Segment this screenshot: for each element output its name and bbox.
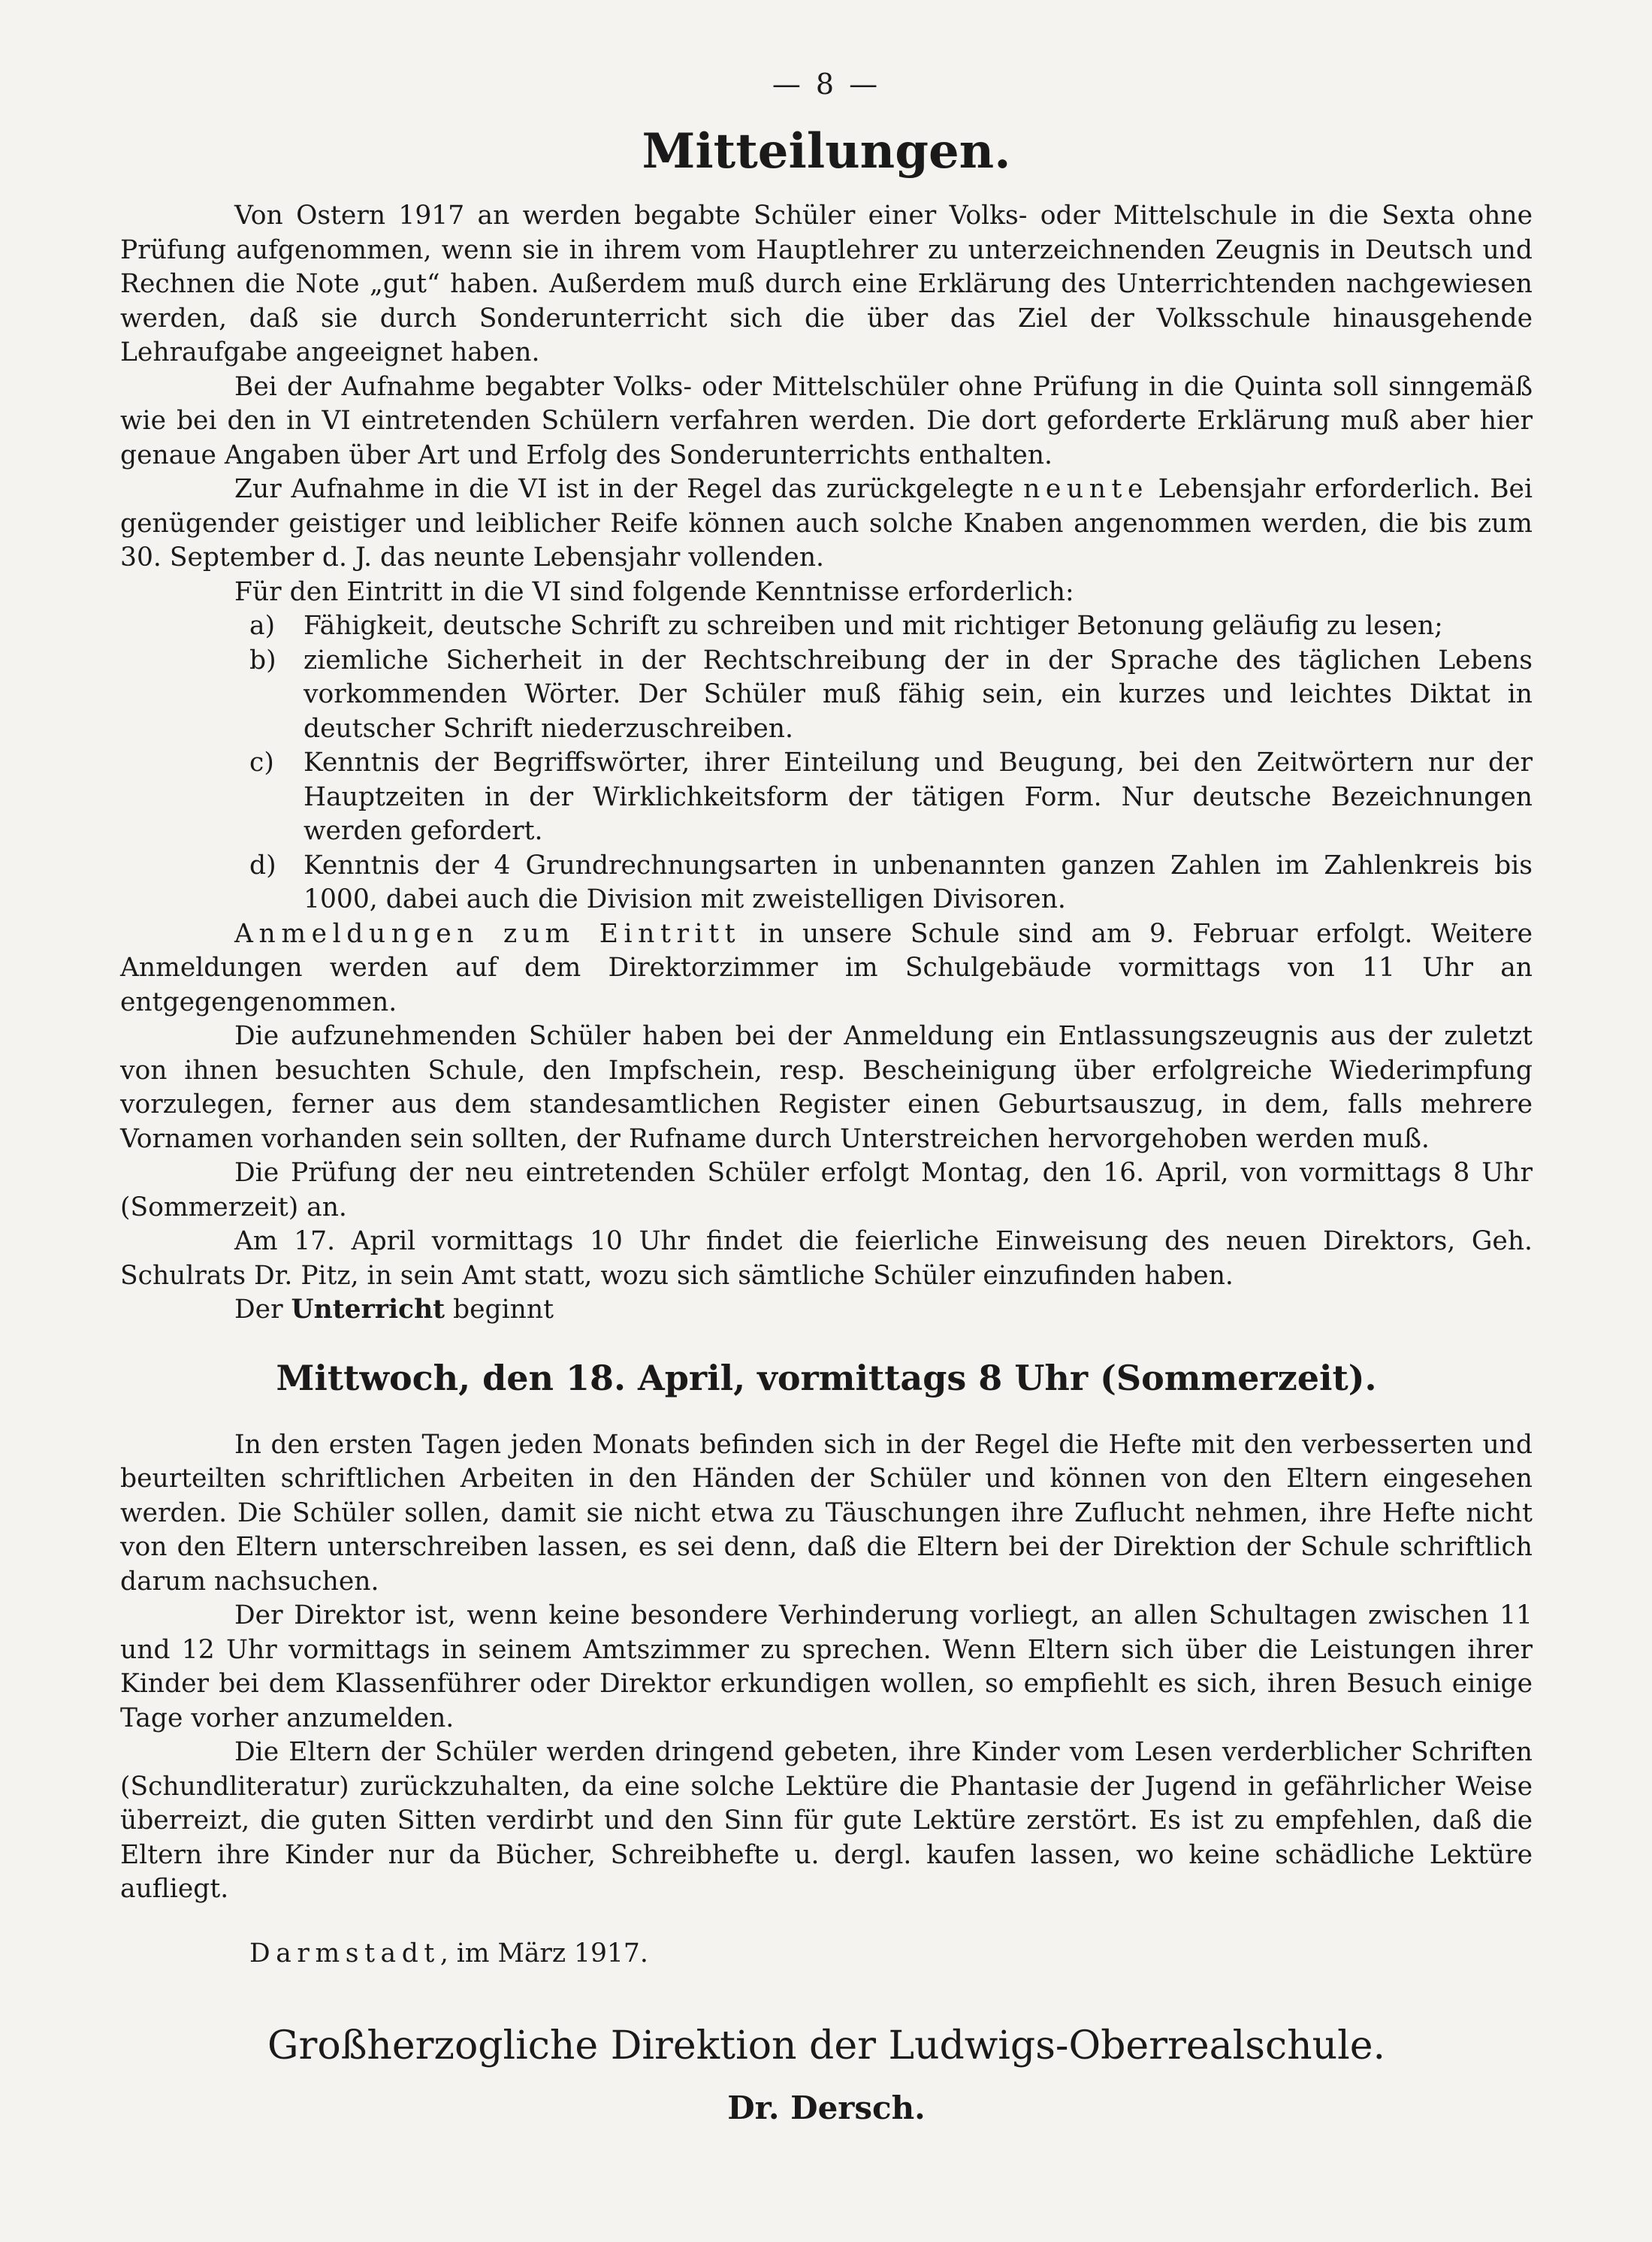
paragraph-office-hours: Der Direktor ist, wenn keine besondere Verhinderung vorliegt, an allen Schultagen zwischen 11 und 12 Uhr vormittags in seinem Amtszimmer zu sprechen. Wenn Eltern sich über die Leistungen ihrer Kinder bei dem Klassenführer oder Direktor erkundigen wollen, so empfiehlt es sich, ihren Besuch einige Tage vorher anzumelden. [120, 1600, 1533, 1733]
place-name: Darmstadt [249, 1938, 440, 1969]
list-item-marker: a) [249, 611, 276, 641]
registration-spaced-words: Anmeldungen zum Eintritt [234, 918, 741, 949]
paragraph-lesson [120, 1293, 1533, 1328]
signer-name: Dr. Dersch. [727, 2089, 926, 2126]
document-page [120, 68, 1533, 2126]
paragraph-literature: Die Eltern der Schüler werden dringend gebeten, ihre Kinder vom Lesen verderblicher Schriften (Schundliteratur) zurückzuhalten, da eine solche Lektüre die Phantasie der Jugend in gefährlicher Weise überreizt, die guten Sitten verdirbt und den Sinn für gute Lektüre zerstört. Es ist zu empfehlen, daß die Eltern ihre Kinder nur da Bücher, Schreibhefte u. dergl. kaufen lassen, wo keine schädliche Lektüre aufliegt. [120, 1737, 1533, 1904]
place-date [120, 1937, 1533, 1972]
paragraph-sexta: Von Ostern 1917 an werden begabte Schüler einer Volks- oder Mittelschule in die Sexta ohne Prüfung aufgenommen, wenn sie in ihrem vom Hauptlehrer zu unterzeichnenden Zeugnis in Deutsch und Rechnen die Note „gut“ haben. Außerdem muß durch eine Erklärung des Unterrichtenden nachgewiesen werden, daß sie durch Sonderunterricht sich die über das Ziel der Volksschule hinausgehende Lehraufgabe angeeignet haben. [120, 201, 1533, 367]
page-title: Mitteilungen. [642, 123, 1011, 180]
list-item [120, 849, 1533, 917]
requirements-list [120, 609, 1533, 917]
paragraph-age [120, 473, 1533, 576]
paragraph-homework: In den ersten Tagen jeden Monats befinden sich in der Regel die Hefte mit den verbesserten und beurteilten schriftlichen Arbeiten in den Händen der Schüler und können von den Eltern eingesehen werden. Die Schüler sollen, damit sie nicht etwa zu Täuschungen ihre Zuflucht nehmen, ihre Hefte nicht von den Eltern unterschreiben lassen, es sei denn, daß die Eltern bei der Direktion der Schule schriftlich darum nachsuchen. [120, 1429, 1533, 1597]
paragraph-exam: Die Prüfung der neu eintretenden Schüler erfolgt Montag, den 16. April, von vormittags 8 Uhr (Sommerzeit) an. [120, 1158, 1533, 1222]
signature-institution: Großherzogliche Direktion der Ludwigs-Oberrealschule. [267, 2023, 1386, 2068]
list-item-marker: b) [249, 645, 276, 675]
list-item [120, 644, 1533, 747]
list-item [120, 609, 1533, 644]
paragraph-documents: Die aufzunehmenden Schüler haben bei der Anmeldung ein Entlassungszeugnis aus der zuletzt von ihnen besuchten Schule, den Impfschein, resp. Bescheinigung über erfolgreiche Wiederimpfung vorzulegen, ferner aus dem standesamtlichen Register einen Geburtsauszug, in dem, falls mehrere Vornamen vorhanden sein sollten, der Rufname durch Unterstreichen hervorgehoben werden muß. [120, 1021, 1533, 1154]
list-item-text: Kenntnis der Begriffswörter, ihrer Einteilung und Beugung, bei den Zeitwörtern nur der Hauptzeiten in der Wirklichkeitsform der tätigen Form. Nur deutsche Bezeichnungen werden gefordert. [304, 748, 1533, 846]
place-date-text: , im März 1917. [439, 1938, 648, 1969]
lesson-text-before: Der [234, 1295, 291, 1325]
lesson-bold-word: Unterricht [291, 1295, 445, 1325]
requirements-intro: Für den Eintritt in die VI sind folgende Kenntnisse erforderlich: [234, 576, 1074, 607]
lesson-text-after: beginnt [445, 1295, 554, 1325]
age-text-before: Zur Aufnahme in die VI ist in der Regel das zurückgelegte [234, 474, 1024, 504]
page-number: — 8 — [772, 68, 881, 101]
paragraph-quinta: Bei der Aufnahme begabter Volks- oder Mittelschüler ohne Prüfung in die Quinta soll sinngemäß wie bei den in VI eintretenden Schülern verfahren werden. Die dort geforderte Erklärung muß aber hier genaue Angaben über Art und Erfolg des Sonderunterrichts enthalten. [120, 371, 1533, 470]
age-spaced-word: neunte [1023, 474, 1149, 504]
list-item-text: Fähigkeit, deutsche Schrift zu schreiben und mit richtiger Betonung geläufig zu lesen; [304, 611, 1443, 641]
paragraph-inauguration: Am 17. April vormittags 10 Uhr findet die feierliche Einweisung des neuen Direktors, Geh. Schulrats Dr. Pitz, in sein Amt statt, wozu sich sämtliche Schüler einzufinden haben. [120, 1226, 1533, 1291]
age-text-after: Lebensjahr erforderlich. Bei genügender geistiger und leiblicher Reife können auch solche Knaben angenommen werden, die bis zum 30. September d. J. das neunte Lebensjahr vollenden. [120, 474, 1533, 573]
registration-text: in unsere Schule sind am 9. Februar erfolgt. Weitere Anmeldungen werden auf dem Direktorzimmer im Schulgebäude vormittags von 11 Uhr an entgegengenommen. [120, 918, 1533, 1017]
list-item-marker: c) [249, 748, 274, 778]
paragraph-registration [120, 917, 1533, 1020]
list-item-marker: d) [249, 850, 276, 881]
list-item-text: Kenntnis der 4 Grundrechnungsarten in unbenannten ganzen Zahlen im Zahlenkreis bis 1000, dabei auch die Division mit zweistelligen Divisoren. [304, 850, 1533, 914]
list-item [120, 746, 1533, 849]
list-item-text: ziemliche Sicherheit in der Rechtschreibung der in der Sprache des täglichen Lebens vorkommenden Wörter. Der Schüler muß fähig sein, ein kurzes und leichtes Diktat in deutscher Schrift niederzuschreiben. [304, 645, 1533, 744]
start-announcement: Mittwoch, den 18. April, vormittags 8 Uhr (Sommerzeit). [276, 1357, 1377, 1398]
